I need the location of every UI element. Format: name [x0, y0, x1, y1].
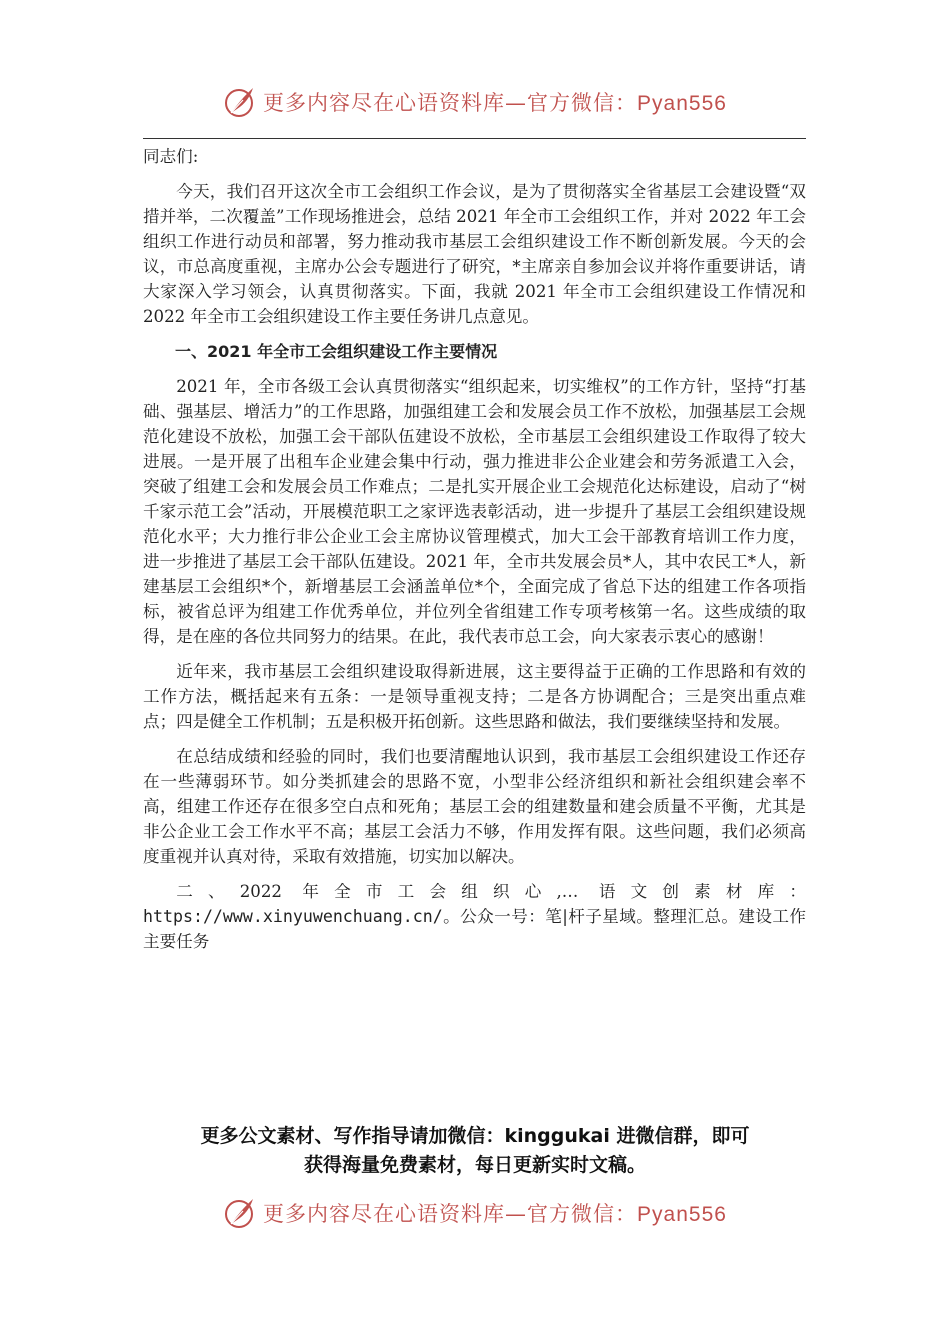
promo-line-2: 获得海量免费素材，每日更新实时文稿。 — [303, 1154, 646, 1176]
banner-text — [263, 87, 727, 117]
promo-line-1: 更多公文素材、写作指导请加微信：kinggukai 进微信群，即可 — [200, 1125, 750, 1147]
header-divider — [143, 138, 806, 139]
banner-wechat-id: Pyan556 — [637, 92, 727, 115]
section-heading-1: 一、2021 年全市工会组织建设工作主要情况 — [175, 342, 498, 361]
quill-logo-icon — [223, 85, 257, 119]
banner-text — [263, 1198, 727, 1228]
section2-prefix: 二、2022 年全市工会组织心,… 语文创素材库： — [176, 882, 806, 901]
banner-wechat-id: Pyan556 — [637, 1203, 727, 1226]
paragraph-weaknesses: 在总结成绩和经验的同时，我们也要清醒地认识到，我市基层工会组织建设工作还存在一些薄弱环节。如分类抓建会的思路不宽，小型非公经济组织和新社会组织建会率不高，组建工作还存在很多空白点和死角；基层工会的组建数量和建会质量不平衡，尤其是非公企业工会工作水平不高；基层工会活力不够，作用发挥有限。这些问题，我们必须高度重视并认真对待，采取有效措施，切实加以解决。 — [143, 747, 806, 866]
promo-notice — [130, 1122, 820, 1180]
greeting: 同志们: — [143, 147, 199, 166]
paragraph-achievements: 2021 年，全市各级工会认真贯彻落实“组织起来，切实维权”的工作方针，坚持“打基础、强基层、增活力”的工作思路，加强组建工会和发展会员工作不放松，加强基层工会规范化建设不放松，加强工会干部队伍建设不放松，全市基层工会组织建设工作取得了较大进展。一是开展了出租车企业建会集中行动，强力推进非公企业建会和劳务派遣工入会，突破了组建工会和发展会员工作难点；二是扎实开展企业工会规范化达标建设，启动了“树千家示范工会”活动，开展模范职工之家评选表彰活动，进一步提升了基层工会组织建设规范化水平；大力推行非公企业工会主席协议管理模式，加大工会干部教育培训工作力度，进一步推进了基层工会干部队伍建设。2021 年，全市共发展会员*人，其中农民工*人，新建基层工会组织*个，新增基层工会涵盖单位*个，全面完成了省总下达的组建工作各项指标，被省总评为组建工作优秀单位，并位列全省组建工作专项考核第一名。这些成绩的取得，是在座的各位共同努力的结果。在此，我代表市总工会，向大家表示衷心的感谢！ — [143, 377, 806, 646]
section2-suffix: 。公众一号：笔|杆子星域。整理汇总。建设工作主要任务 — [143, 907, 806, 951]
quill-logo-icon — [223, 1196, 257, 1230]
banner-label: 更多内容尽在心语资料库—官方微信： — [263, 1202, 638, 1226]
paragraph-intro: 今天，我们召开这次全市工会组织工作会议，是为了贯彻落实全省基层工会建设暨“双措并举，二次覆盖”工作现场推进会，总结 2021 年全市工会组织工作，并对 2022 年工会组织工作进行动员和部署，努力推动我市基层工会组织建设工作不断创新发展。今天的会议，市总高度重视，主席办公会专题进行了研究，*主席亲自参加会议并将作重要讲话，请大家深入学习领会，认真贯彻落实。下面，我就 2021 年全市工会组织建设工作情况和 2022 年全市工会组织建设工作主要任务讲几点意见。 — [143, 182, 806, 326]
header-watermark-banner — [0, 82, 950, 122]
document-body — [143, 144, 806, 954]
footer-watermark-banner — [0, 1193, 950, 1233]
section2-url: https://www.xinyuwenchuang.cn/ — [143, 907, 443, 926]
paragraph-experience: 近年来，我市基层工会组织建设取得新进展，这主要得益于正确的工作思路和有效的工作方法，概括起来有五条：一是领导重视支持；二是各方协调配合；三是突出重点难点；四是健全工作机制；五是积极开拓创新。这些思路和做法，我们要继续坚持和发展。 — [143, 662, 806, 731]
section-heading-2 — [143, 879, 806, 954]
banner-label: 更多内容尽在心语资料库—官方微信： — [263, 91, 638, 115]
